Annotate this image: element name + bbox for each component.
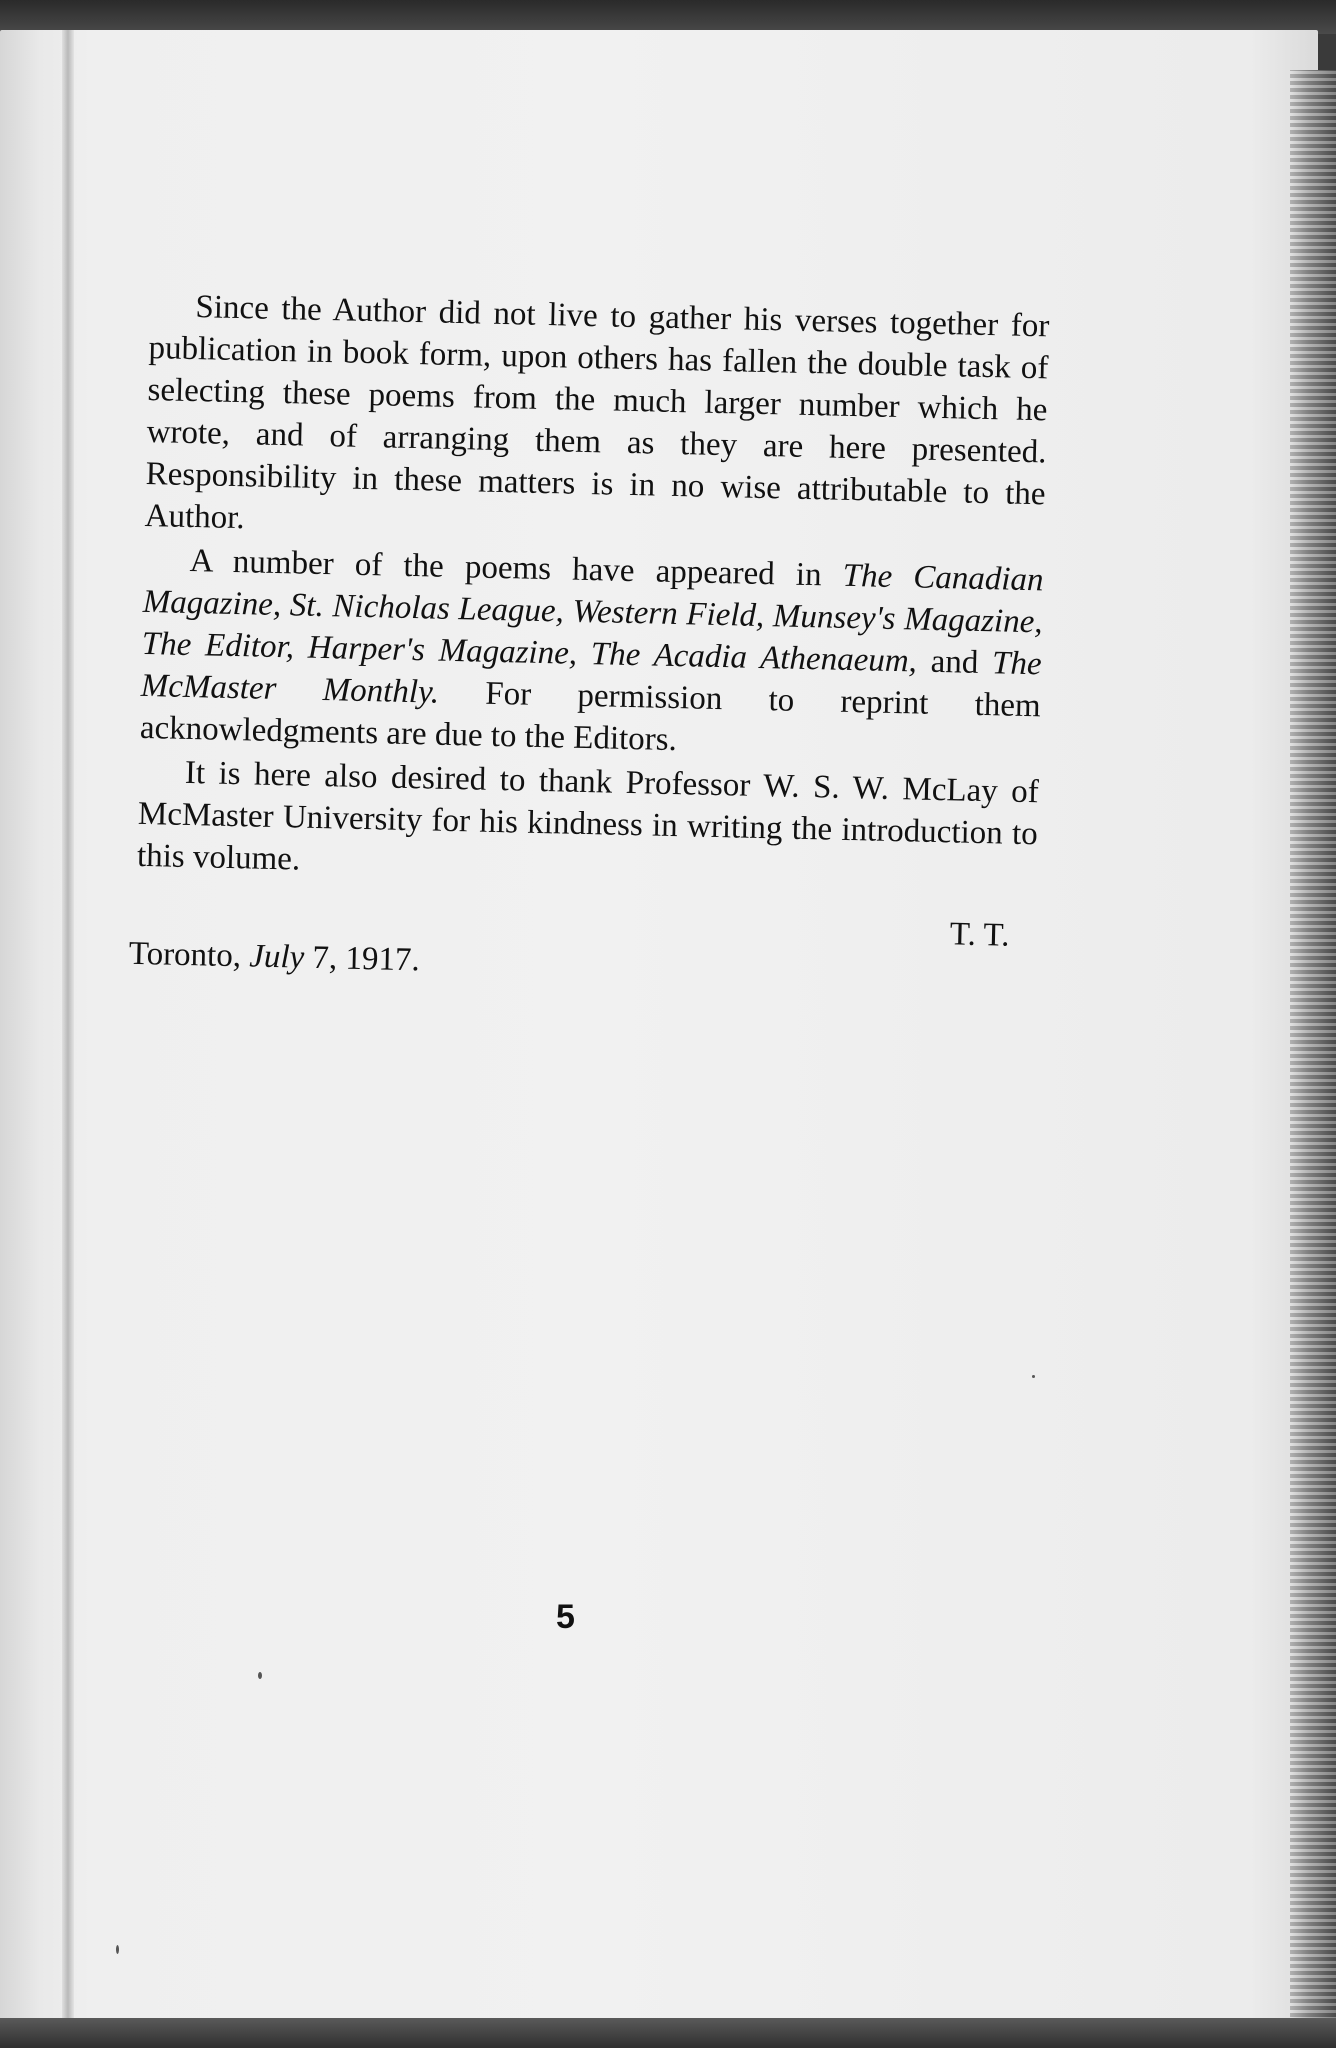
page-edge-pages: [1290, 70, 1336, 2048]
dateline: Toronto, July 7, 1917.: [128, 935, 421, 979]
paper-speck: [116, 1945, 119, 1954]
preface-text: [128, 285, 1050, 991]
paper-speck: [1032, 1375, 1035, 1378]
publication-list: The Canadian Magazine, St. Nicholas League, Western Field, Munsey's Magazine, The Editor, Harper's Magazine, The Acadia Athenaeum,: [141, 557, 1044, 680]
signature-block: [128, 895, 1035, 991]
paragraph-acknowledgments: A number of the poems have appeared in The Canadian Magazine, St. Nicholas League, Western Field, Munsey's Magazine, The Editor, Harper's Magazine, The Acadia Athenaeum, and The McMaster Monthly. For permission to reprint them acknowledgments are due to the Editors.: [139, 542, 1044, 759]
paragraph-thanks: It is here also desired to thank Professor W. S. W. McLay of McMaster University for his kindness in writing the introduction to this volume.: [136, 754, 1040, 878]
page-number: 5: [556, 1598, 575, 1636]
paper-speck: [258, 1672, 262, 1679]
scan-bottom-border: [0, 2018, 1336, 2048]
page-gutter-shadow: [62, 30, 74, 2020]
paragraph-authorship: Since the Author did not live to gather his verses together for publication in book form, upon others has fallen the double task of selecting these poems from the much larger number which he wrote, and of arranging them as they are here presented. Responsibility in these matters is in no wise attributable to the Author.: [144, 289, 1050, 537]
signature-initials: T. T.: [949, 916, 1010, 954]
publication-mcmaster-monthly: The McMaster Monthly.: [140, 645, 1043, 711]
scan-top-border: [0, 0, 1336, 34]
